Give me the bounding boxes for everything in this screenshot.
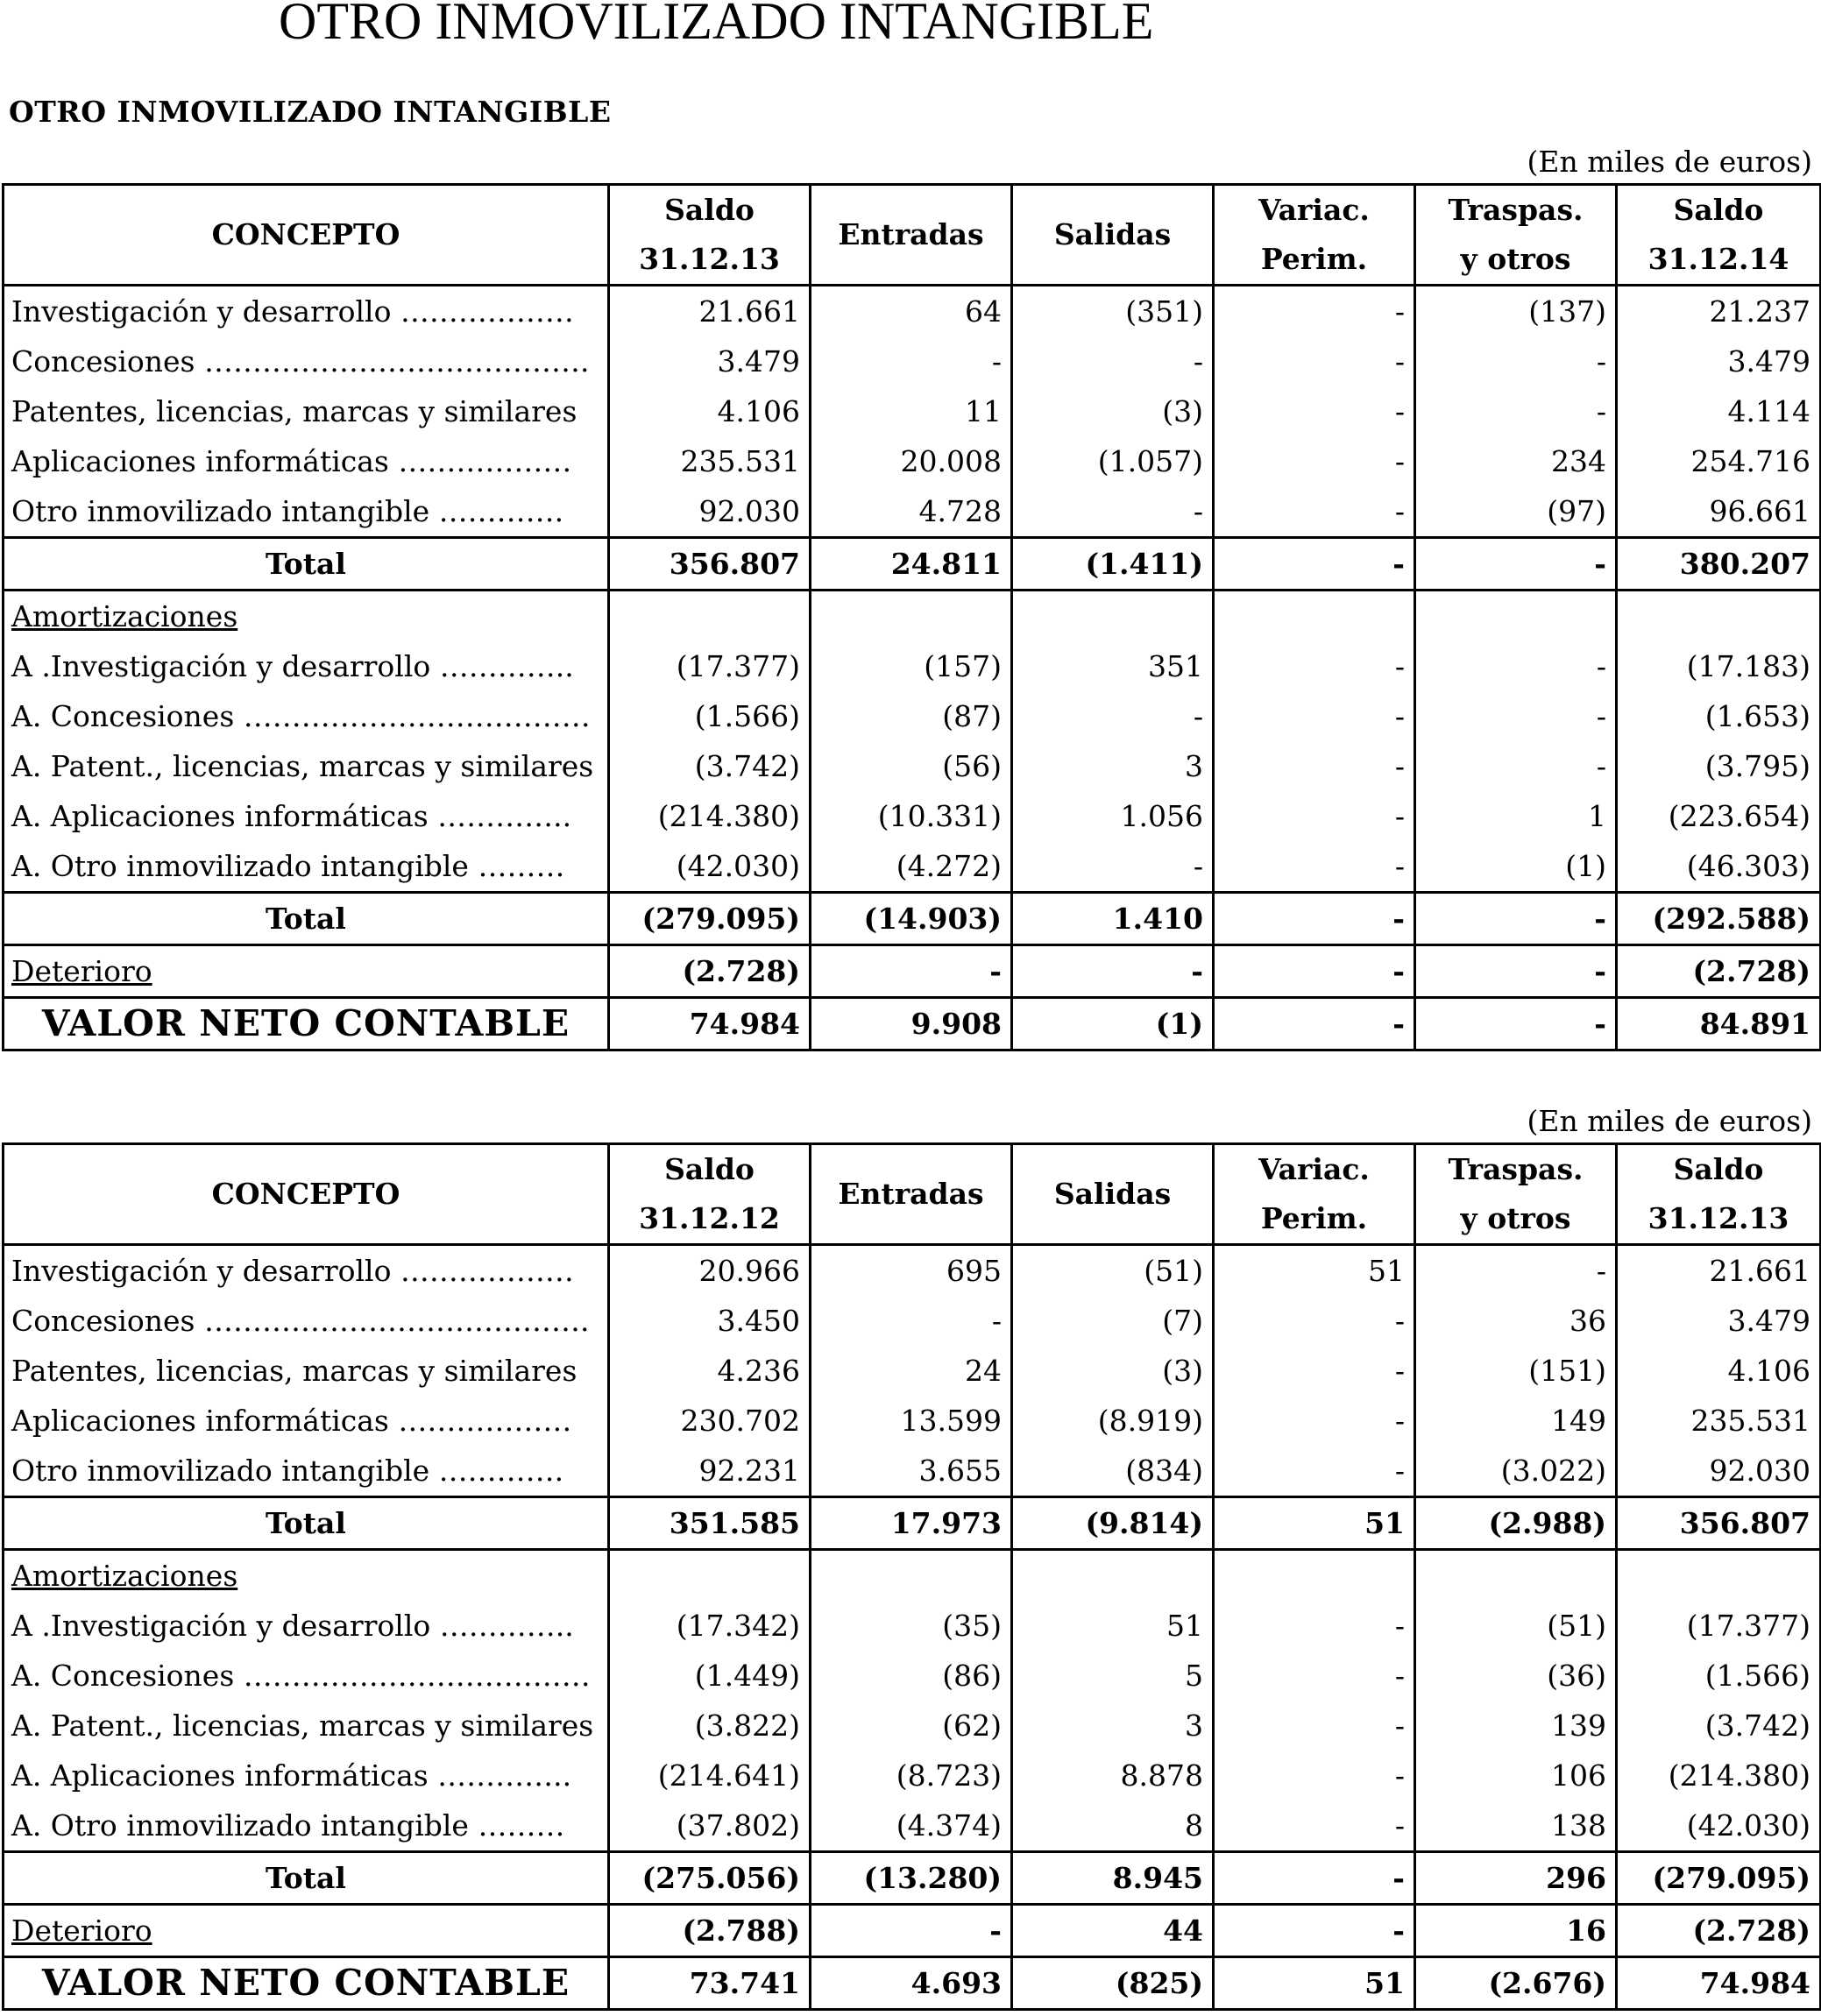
table-row [4,741,1821,791]
value-cell: - [1214,1446,1415,1497]
value-cell: 1 [1415,791,1617,841]
row-label: Total [4,1852,609,1905]
header-line: Saldo [1673,1152,1764,1186]
value-cell: (87) [811,691,1012,741]
row-label: A. Otro inmovilizado intangible ……… [4,1800,609,1852]
empty-cell [1012,591,1214,642]
table-row [4,1296,1821,1346]
value-cell: - [1415,998,1617,1050]
empty-cell [1012,1550,1214,1602]
value-cell: (292.588) [1617,893,1821,945]
value-cell: 8.878 [1012,1751,1214,1800]
deterioro-row [4,1905,1821,1957]
value-cell: - [1012,486,1214,538]
value-cell: (157) [811,641,1012,691]
header-line: Perim. [1260,1201,1368,1235]
value-cell: (137) [1415,286,1617,337]
value-cell: - [1012,841,1214,893]
value-cell: 138 [1415,1800,1617,1852]
value-cell: 296 [1415,1852,1617,1905]
value-cell: (351) [1012,286,1214,337]
section-row-amortizaciones [4,1550,1821,1602]
value-cell: 21.237 [1617,286,1821,337]
value-cell: 92.030 [1617,1446,1821,1497]
row-label: Concesiones …………………………………. [4,1296,609,1346]
table-row [4,641,1821,691]
row-label: Patentes, licencias, marcas y similares [4,1346,609,1396]
total-row [4,1497,1821,1550]
value-cell: (214.380) [1617,1751,1821,1800]
table-row [4,1601,1821,1651]
value-cell: 21.661 [1617,1245,1821,1297]
row-label: Otro inmovilizado intangible …………. [4,1446,609,1497]
value-cell: - [1214,1651,1415,1701]
value-cell: - [1214,1346,1415,1396]
value-cell: (834) [1012,1446,1214,1497]
value-cell: 254.716 [1617,436,1821,486]
table-row [4,436,1821,486]
value-cell: 92.030 [609,486,811,538]
header-variac-perim [1214,1144,1415,1245]
value-cell: - [1214,286,1415,337]
value-cell: (2.728) [1617,945,1821,998]
value-cell: (3.022) [1415,1446,1617,1497]
value-cell: - [1214,1905,1415,1957]
value-cell: (1.566) [1617,1651,1821,1701]
header-line: y otros [1460,1201,1571,1235]
row-label: Total [4,538,609,591]
row-label: A. Otro inmovilizado intangible ……… [4,841,609,893]
value-cell: - [1012,945,1214,998]
value-cell: 74.984 [1617,1957,1821,2010]
value-cell: (56) [811,741,1012,791]
value-cell: (10.331) [811,791,1012,841]
value-cell: (9.814) [1012,1497,1214,1550]
value-cell: (17.377) [609,641,811,691]
header-row [4,1144,1821,1245]
row-label: A. Patent., licencias, marcas y similares [4,741,609,791]
value-cell: (36) [1415,1651,1617,1701]
value-cell: 3 [1012,1701,1214,1751]
value-cell: (37.802) [609,1800,811,1852]
value-cell: 356.807 [609,538,811,591]
header-line: 31.12.12 [639,1201,780,1235]
value-cell: 16 [1415,1905,1617,1957]
value-cell: (46.303) [1617,841,1821,893]
header-salidas: Salidas [1012,1144,1214,1245]
value-cell: - [1415,386,1617,436]
value-cell: (62) [811,1701,1012,1751]
value-cell: 24.811 [811,538,1012,591]
page-title: OTRO INMOVILIZADO INTANGIBLE [279,0,1154,50]
header-line: 31.12.13 [1647,1201,1789,1235]
value-cell: (151) [1415,1346,1617,1396]
value-cell: - [1214,386,1415,436]
value-cell: 96.661 [1617,486,1821,538]
value-cell: (825) [1012,1957,1214,2010]
value-cell: (2.676) [1415,1957,1617,2010]
row-label: Amortizaciones [4,591,609,642]
units-note: (En miles de euros) [1527,1104,1812,1138]
value-cell: (1) [1415,841,1617,893]
value-cell: 4.106 [609,386,811,436]
empty-cell [811,591,1012,642]
value-cell: 51 [1012,1601,1214,1651]
value-cell: - [1214,691,1415,741]
value-cell: (275.056) [609,1852,811,1905]
value-cell: 11 [811,386,1012,436]
row-label: A. Aplicaciones informáticas ………….. [4,1751,609,1800]
row-label: A. Concesiones ……………………………… [4,691,609,741]
header-line: Variac. [1258,1152,1370,1186]
header-line: 31.12.13 [639,242,780,276]
header-entradas: Entradas [811,185,1012,286]
empty-cell [609,1550,811,1602]
row-label: Investigación y desarrollo ……………… [4,286,609,337]
table-row [4,1245,1821,1297]
header-concepto: CONCEPTO [4,185,609,286]
value-cell: (2.728) [1617,1905,1821,1957]
value-cell: 3.479 [1617,1296,1821,1346]
value-cell: (3.742) [609,741,811,791]
section-subtitle: OTRO INMOVILIZADO INTANGIBLE [9,95,612,129]
table-row [4,336,1821,386]
value-cell: 21.661 [609,286,811,337]
value-cell: (2.728) [609,945,811,998]
value-cell: 230.702 [609,1396,811,1446]
value-cell: - [811,945,1012,998]
value-cell: - [1214,1800,1415,1852]
value-cell: 3.655 [811,1446,1012,1497]
value-cell: (3) [1012,1346,1214,1396]
value-cell: 356.807 [1617,1497,1821,1550]
value-cell: 44 [1012,1905,1214,1957]
empty-cell [1415,1550,1617,1602]
value-cell: - [1214,1296,1415,1346]
value-cell: - [1214,1751,1415,1800]
value-cell: (4.374) [811,1800,1012,1852]
value-cell: (17.342) [609,1601,811,1651]
value-cell: (3) [1012,386,1214,436]
deterioro-row [4,945,1821,998]
table-row [4,1396,1821,1446]
value-cell: 4.236 [609,1346,811,1396]
movements-table-2013 [2,1142,1821,2011]
value-cell: (279.095) [1617,1852,1821,1905]
value-cell: 8.945 [1012,1852,1214,1905]
header-variac-perim [1214,185,1415,286]
value-cell: - [1415,641,1617,691]
value-cell: (4.272) [811,841,1012,893]
empty-cell [1214,591,1415,642]
value-cell: 51 [1214,1245,1415,1297]
header-saldo-final [1617,185,1821,286]
value-cell: 4.693 [811,1957,1012,2010]
value-cell: (7) [1012,1296,1214,1346]
units-note: (En miles de euros) [1527,145,1812,179]
value-cell: - [811,1905,1012,1957]
value-cell: 17.973 [811,1497,1012,1550]
value-cell: 64 [811,286,1012,337]
value-cell: - [1214,1701,1415,1751]
header-line: Traspas. [1448,193,1584,227]
value-cell: (1.411) [1012,538,1214,591]
value-cell: (8.723) [811,1751,1012,1800]
empty-cell [1415,591,1617,642]
value-cell: (3.795) [1617,741,1821,791]
value-cell: (86) [811,1651,1012,1701]
value-cell: - [1415,945,1617,998]
table-row [4,286,1821,337]
table-row [4,1800,1821,1852]
header-concepto: CONCEPTO [4,1144,609,1245]
value-cell: (214.380) [609,791,811,841]
value-cell: (97) [1415,486,1617,538]
row-label: Patentes, licencias, marcas y similares [4,386,609,436]
value-cell: (3.822) [609,1701,811,1751]
value-cell: - [1214,893,1415,945]
value-cell: 234 [1415,436,1617,486]
value-cell: 3.450 [609,1296,811,1346]
value-cell: 84.891 [1617,998,1821,1050]
value-cell: 3.479 [609,336,811,386]
value-cell: (42.030) [609,841,811,893]
header-line: Saldo [1673,193,1764,227]
value-cell: 20.966 [609,1245,811,1297]
header-line: y otros [1460,242,1571,276]
value-cell: 73.741 [609,1957,811,2010]
value-cell: - [1012,691,1214,741]
value-cell: 106 [1415,1751,1617,1800]
value-cell: (13.280) [811,1852,1012,1905]
value-cell: - [1415,1245,1617,1297]
row-label: Otro inmovilizado intangible …………. [4,486,609,538]
movements-table-2014 [2,183,1821,1051]
value-cell: - [1214,1396,1415,1446]
value-cell: - [1214,538,1415,591]
value-cell: 51 [1214,1957,1415,2010]
value-cell: 351 [1012,641,1214,691]
value-cell: 380.207 [1617,538,1821,591]
empty-cell [1214,1550,1415,1602]
row-label: A. Patent., licencias, marcas y similares [4,1701,609,1751]
value-cell: 139 [1415,1701,1617,1751]
row-label: A .Investigación y desarrollo ………….. [4,1601,609,1651]
header-saldo-inicial [609,185,811,286]
value-cell: 4.728 [811,486,1012,538]
empty-cell [609,591,811,642]
row-label: Deterioro [4,945,609,998]
row-label: Concesiones …………………………………. [4,336,609,386]
value-cell: - [1214,336,1415,386]
table-row [4,386,1821,436]
net-value-row [4,998,1821,1050]
value-cell: (1.449) [609,1651,811,1701]
header-entradas: Entradas [811,1144,1012,1245]
row-label: Amortizaciones [4,1550,609,1602]
header-line: Saldo [664,193,755,227]
value-cell: - [1012,336,1214,386]
header-line: Traspas. [1448,1152,1584,1186]
row-label: A. Aplicaciones informáticas ………….. [4,791,609,841]
value-cell: - [1214,945,1415,998]
value-cell: (51) [1415,1601,1617,1651]
empty-cell [811,1550,1012,1602]
table-row [4,791,1821,841]
header-row [4,185,1821,286]
value-cell: (2.788) [609,1905,811,1957]
value-cell: 351.585 [609,1497,811,1550]
value-cell: - [1214,791,1415,841]
value-cell: 8 [1012,1800,1214,1852]
header-line: 31.12.14 [1647,242,1789,276]
value-cell: - [811,336,1012,386]
row-label: Total [4,893,609,945]
value-cell: - [1214,641,1415,691]
value-cell: (17.183) [1617,641,1821,691]
value-cell: 4.106 [1617,1346,1821,1396]
value-cell: - [1415,691,1617,741]
row-label: A .Investigación y desarrollo ………….. [4,641,609,691]
header-line: Variac. [1258,193,1370,227]
header-traspasos [1415,1144,1617,1245]
value-cell: 13.599 [811,1396,1012,1446]
header-line: Saldo [664,1152,755,1186]
row-label: Deterioro [4,1905,609,1957]
row-label: VALOR NETO CONTABLE [4,1957,609,2010]
table-row [4,1446,1821,1497]
value-cell: - [1415,336,1617,386]
table-row [4,1651,1821,1701]
row-label: VALOR NETO CONTABLE [4,998,609,1050]
header-salidas: Salidas [1012,185,1214,286]
value-cell: - [1214,841,1415,893]
table-row [4,1751,1821,1800]
empty-cell [1617,591,1821,642]
value-cell: (2.988) [1415,1497,1617,1550]
value-cell: - [1415,741,1617,791]
value-cell: - [1415,893,1617,945]
value-cell: (1.653) [1617,691,1821,741]
table-row [4,486,1821,538]
value-cell: 36 [1415,1296,1617,1346]
header-traspasos [1415,185,1617,286]
value-cell: 3.479 [1617,336,1821,386]
value-cell: (42.030) [1617,1800,1821,1852]
value-cell: (14.903) [811,893,1012,945]
value-cell: 51 [1214,1497,1415,1550]
value-cell: 3 [1012,741,1214,791]
table-row [4,1346,1821,1396]
value-cell: (3.742) [1617,1701,1821,1751]
row-label: Aplicaciones informáticas ……………… [4,436,609,486]
value-cell: - [1214,998,1415,1050]
value-cell: 235.531 [609,436,811,486]
value-cell: - [1214,1852,1415,1905]
total-row [4,1852,1821,1905]
total-row [4,538,1821,591]
section-row-amortizaciones [4,591,1821,642]
value-cell: (51) [1012,1245,1214,1297]
value-cell: (279.095) [609,893,811,945]
total-row [4,893,1821,945]
value-cell: - [811,1296,1012,1346]
table-row [4,691,1821,741]
net-value-row [4,1957,1821,2010]
value-cell: (1.057) [1012,436,1214,486]
value-cell: 695 [811,1245,1012,1297]
value-cell: 1.056 [1012,791,1214,841]
row-label: Total [4,1497,609,1550]
value-cell: - [1415,538,1617,591]
value-cell: (214.641) [609,1751,811,1800]
value-cell: 24 [811,1346,1012,1396]
value-cell: 20.008 [811,436,1012,486]
value-cell: - [1214,1601,1415,1651]
value-cell: - [1214,436,1415,486]
value-cell: (8.919) [1012,1396,1214,1446]
header-saldo-final [1617,1144,1821,1245]
value-cell: 74.984 [609,998,811,1050]
value-cell: (35) [811,1601,1012,1651]
value-cell: 4.114 [1617,386,1821,436]
value-cell: 149 [1415,1396,1617,1446]
row-label: Aplicaciones informáticas ……………… [4,1396,609,1446]
table-row [4,841,1821,893]
header-line: Perim. [1260,242,1368,276]
empty-cell [1617,1550,1821,1602]
value-cell: (17.377) [1617,1601,1821,1651]
header-saldo-inicial [609,1144,811,1245]
value-cell: 9.908 [811,998,1012,1050]
value-cell: - [1214,486,1415,538]
row-label: A. Concesiones ……………………………… [4,1651,609,1701]
value-cell: (1) [1012,998,1214,1050]
value-cell: 92.231 [609,1446,811,1497]
row-label: Investigación y desarrollo ……………… [4,1245,609,1297]
table-row [4,1701,1821,1751]
value-cell: 235.531 [1617,1396,1821,1446]
value-cell: (1.566) [609,691,811,741]
value-cell: - [1214,741,1415,791]
value-cell: (223.654) [1617,791,1821,841]
value-cell: 5 [1012,1651,1214,1701]
value-cell: 1.410 [1012,893,1214,945]
